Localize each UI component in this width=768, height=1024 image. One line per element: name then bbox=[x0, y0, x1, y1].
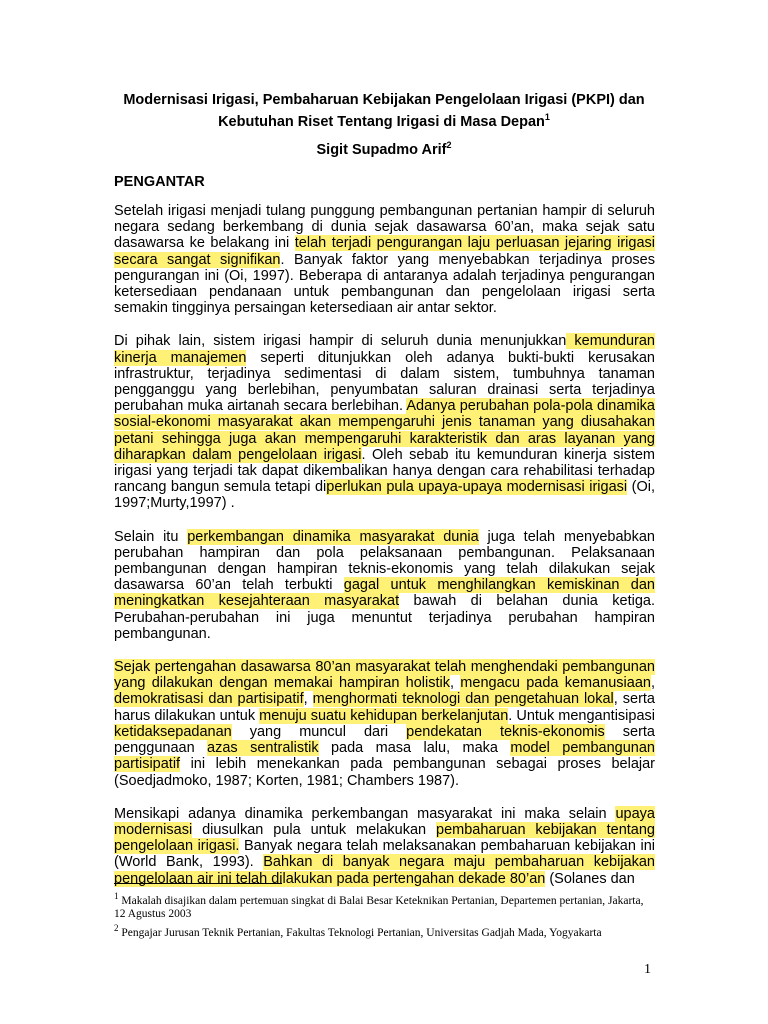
text-segment: , serta harus dilakukan untuk bbox=[114, 691, 655, 724]
text-segment: diusulkan pula untuk melakukan bbox=[192, 821, 437, 838]
text-segment: (Oi, 1997;Murty,1997) . bbox=[114, 479, 655, 512]
highlighted-text: kemunduran kinerja manajemen bbox=[114, 333, 655, 366]
highlighted-text: mengacu pada kemanusiaan bbox=[460, 675, 651, 692]
text-segment: pada masa lalu, maka bbox=[318, 740, 511, 757]
text-segment: seperti ditunjukkan oleh adanya bukti-bukti kerusakan infrastruktur, terjadinya sedimentasi di dalam sistem, tumbuhnya tanaman pengganggu yang berlebihan, penyumbatan saluran drainasi serta terjadinya perubahan muka airtanah secara berlebihan. bbox=[114, 349, 655, 415]
author-footnote-mark: 2 bbox=[446, 140, 452, 150]
highlighted-text: gagal untuk menghilangkan kemiskinan dan meningkatkan kesejahteraan masyarakat bbox=[114, 577, 655, 610]
footnote-mark: 2 bbox=[114, 922, 119, 933]
title-line-2: Kebutuhan Riset Tentang Irigasi di Masa Depan bbox=[218, 113, 545, 130]
paragraph bbox=[114, 203, 655, 316]
title-line-1: Modernisasi Irigasi, Pembaharuan Kebijakan Pengelolaan Irigasi (PKPI) dan bbox=[123, 92, 645, 108]
footnotes bbox=[114, 883, 655, 940]
highlighted-text: Sejak pertengahan dasawarsa 80’an masyarakat telah menghendaki pembangunan yang dilakukan dengan memakai hampiran holistik bbox=[114, 659, 655, 692]
paragraph bbox=[114, 333, 655, 511]
text-segment: Di pihak lain, sistem irigasi hampir di seluruh dunia menunjukkan bbox=[114, 333, 567, 350]
paragraph bbox=[114, 806, 655, 887]
footnote-2 bbox=[114, 922, 655, 940]
text-segment: , bbox=[650, 675, 656, 692]
footnote-divider bbox=[114, 883, 282, 884]
text-segment: Selain itu bbox=[114, 528, 188, 545]
page-number: 1 bbox=[644, 962, 651, 977]
paragraph bbox=[114, 659, 655, 789]
title-footnote-mark: 1 bbox=[544, 112, 550, 122]
highlighted-text: demokratisasi dan partisipatif bbox=[114, 691, 304, 708]
text-segment: , bbox=[303, 691, 313, 708]
text-segment: juga telah menyebabkan perubahan hampiran dan pola pelaksanaan pembangunan. Pelaksanaan pembangunan dengan hampiran teknis-ekonomis yang telah dilakukan sejak dasawarsa 60’an telah terbukti bbox=[114, 528, 655, 594]
text-segment: (Solanes dan bbox=[545, 870, 635, 887]
author-text: Sigit Supadmo Arif bbox=[316, 141, 447, 158]
footnote-text: Pengajar Jurusan Teknik Pertanian, Fakultas Teknologi Pertanian, Universitas Gadjah Mada, Yogyakarta bbox=[118, 926, 602, 939]
highlighted-text: Adanya perubahan pola-pola dinamika sosial-ekonomi masyarakat akan mempengaruhi jenis tanaman yang diusahakan petani sehingga juga akan mempengaruhi karakteristik dan aras layanan yang diharapkan dalam pengelolaan irigasi bbox=[114, 398, 656, 463]
highlighted-text: Bahkan di banyak negara maju pembaharuan kebijakan pengelolaan air ini telah dilakukan pada pertengahan dekade 80’an bbox=[114, 854, 655, 887]
highlighted-text: pembaharuan kebijakan tentang pengelolaan irigasi. bbox=[114, 821, 655, 855]
text-segment: Setelah irigasi menjadi tulang punggung pembangunan pertanian hampir di seluruh negara sedang berkembang di dunia sejak dasawarsa 60’an, maka sejak satu dasawarsa ke belakang ini bbox=[114, 203, 655, 252]
author-name bbox=[60, 140, 708, 158]
footnote-text: Makalah disajikan dalam pertemuan singkat di Balai Besar Keteknikan Pertanian, Departemen pertanian, Jakarta, 12 Agustus 2003 bbox=[114, 894, 644, 921]
text-segment: yang muncul dari bbox=[231, 723, 407, 740]
text-segment: Mensikapi adanya dinamika perkembangan masyarakat ini maka selain bbox=[114, 805, 616, 822]
text-segment: . Untuk mengantisipasi bbox=[508, 707, 655, 724]
highlighted-text: model pembangunan partisipatif bbox=[114, 740, 655, 773]
highlighted-text: menghormati teknologi dan pengetahuan lokal bbox=[312, 691, 614, 708]
footnote-mark: 1 bbox=[114, 891, 119, 901]
text-segment: . Oleh sebab itu kemunduran kinerja sistem irigasi yang terjadi tak dapat dikembalikan hanya dengan cara rehabilitasi terhadap rancang bangun semula tetapi di bbox=[114, 446, 655, 496]
section-heading: PENGANTAR bbox=[114, 174, 205, 190]
text-segment: serta penggunaan bbox=[114, 723, 655, 757]
text-segment: ini lebih menekankan pada pembangunan sebagai proses belajar (Soedjadmoko, 1987; Korten, 1981; Chambers 1987). bbox=[114, 756, 655, 789]
text-segment: , bbox=[450, 675, 461, 692]
text-segment: bawah di belahan dunia ketiga. Perubahan-perubahan ini juga menuntut terjadinya perubahan hampiran pembangunan. bbox=[114, 593, 656, 642]
highlighted-text: perkembangan dinamika masyarakat dunia bbox=[187, 528, 479, 545]
body-text bbox=[114, 203, 655, 904]
highlighted-text: upaya modernisasi bbox=[114, 805, 655, 838]
highlighted-text: perlukan pula upaya-upaya modernisasi irigasi bbox=[326, 479, 628, 496]
text-segment: . Banyak faktor yang menyebabkan terjadinya proses pengurangan ini (Oi, 1997). Beberapa di antaranya adalah terjadinya pengurangan ketersediaan pendanaan untuk pembangunan dan pengelolaan irigasi serta semakin tingginya persaingan ketersediaan air antar sektor. bbox=[114, 251, 655, 317]
highlighted-text: telah terjadi pengurangan laju perluasan jejaring irigasi secara sangat signifikan bbox=[114, 235, 655, 268]
paragraph bbox=[114, 529, 655, 642]
highlighted-text: ketidaksepadanan bbox=[114, 723, 232, 740]
highlighted-text: pendekatan teknis-ekonomis bbox=[406, 723, 605, 740]
document-title bbox=[60, 92, 708, 131]
highlighted-text: menuju suatu kehidupan berkelanjutan bbox=[259, 707, 509, 724]
highlighted-text: azas sentralistik bbox=[207, 740, 319, 757]
footnote-1 bbox=[114, 890, 655, 922]
text-segment: Banyak negara telah melaksanakan pembaharuan kebijakan ini (World Bank, 1993). bbox=[114, 838, 655, 871]
